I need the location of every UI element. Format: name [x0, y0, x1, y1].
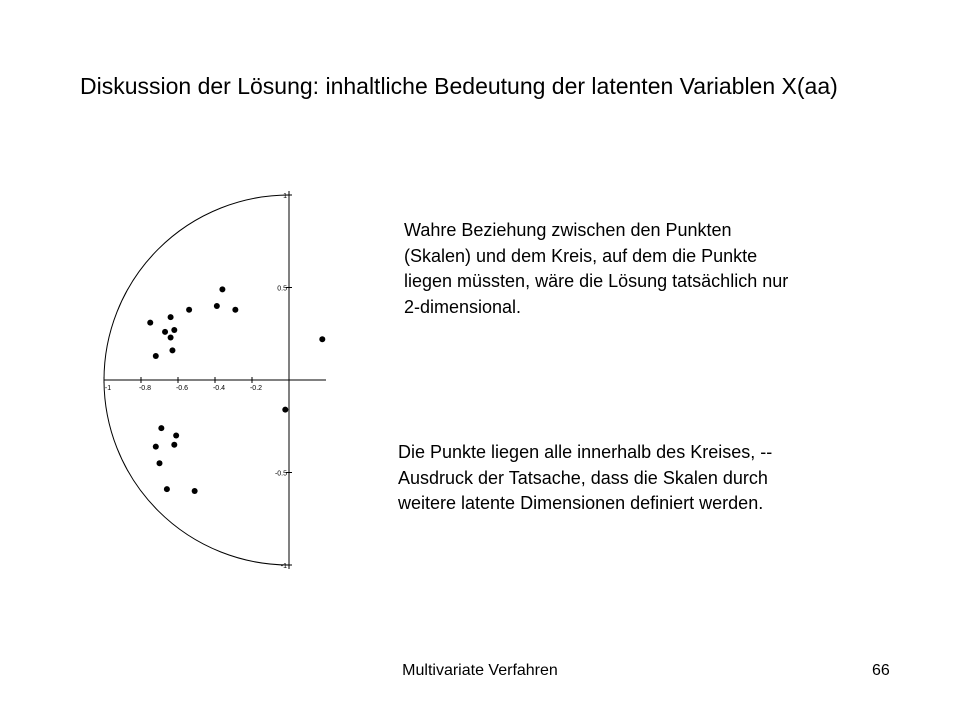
data-point	[158, 425, 164, 431]
data-point	[171, 442, 177, 448]
data-point	[147, 320, 153, 326]
text-block-points-inside-circle	[398, 440, 928, 517]
data-point	[319, 336, 325, 342]
data-point	[219, 286, 225, 292]
data-points	[147, 286, 325, 494]
data-point	[153, 353, 159, 359]
y-tick-label: -1	[280, 563, 287, 570]
footer-page-number: 66	[872, 662, 890, 679]
text-line: Ausdruck der Tatsache, dass die Skalen durch	[398, 467, 768, 488]
y-tick-label: -0.5	[274, 470, 287, 478]
text-line: liegen müssten, wäre die Lösung tatsächlich nur	[404, 271, 789, 291]
data-point	[173, 433, 179, 439]
data-point	[169, 347, 175, 353]
y-tick-label: 0.5	[277, 285, 287, 293]
x-tick-label: -0.8	[138, 385, 152, 392]
text-line: (Skalen) und dem Kreis, auf dem die Punkte	[404, 245, 758, 266]
data-point	[168, 334, 174, 340]
text-block-true-relationship	[404, 218, 934, 320]
axis-ticks	[104, 193, 292, 570]
data-point	[162, 329, 168, 335]
footer-course-title: Multivariate Verfahren	[402, 662, 558, 679]
x-tick-label: -0.2	[249, 385, 263, 392]
data-point	[164, 486, 170, 492]
x-tick-label: -0.6	[175, 385, 189, 392]
slide-title: Diskussion der Lösung: inhaltliche Bedeutung der latenten Variablen X(aa)	[80, 73, 838, 99]
text-line: 2-dimensional.	[404, 296, 522, 317]
x-tick-label: -1	[104, 385, 112, 392]
data-point	[153, 444, 159, 450]
text-line: Wahre Beziehung zwischen den Punkten	[404, 220, 732, 240]
data-point	[171, 327, 177, 333]
y-tick-label: 1	[283, 193, 287, 200]
data-point	[168, 314, 174, 320]
data-point	[232, 307, 238, 313]
data-point	[186, 307, 192, 313]
text-line: weitere latente Dimensionen definiert werden.	[398, 493, 764, 513]
x-tick-label: -0.4	[212, 385, 226, 392]
data-point	[157, 460, 163, 466]
data-point	[192, 488, 198, 494]
data-point	[214, 303, 220, 309]
text-line: Die Punkte liegen alle innerhalb des Kreises, --	[398, 442, 773, 462]
data-point	[282, 407, 288, 413]
